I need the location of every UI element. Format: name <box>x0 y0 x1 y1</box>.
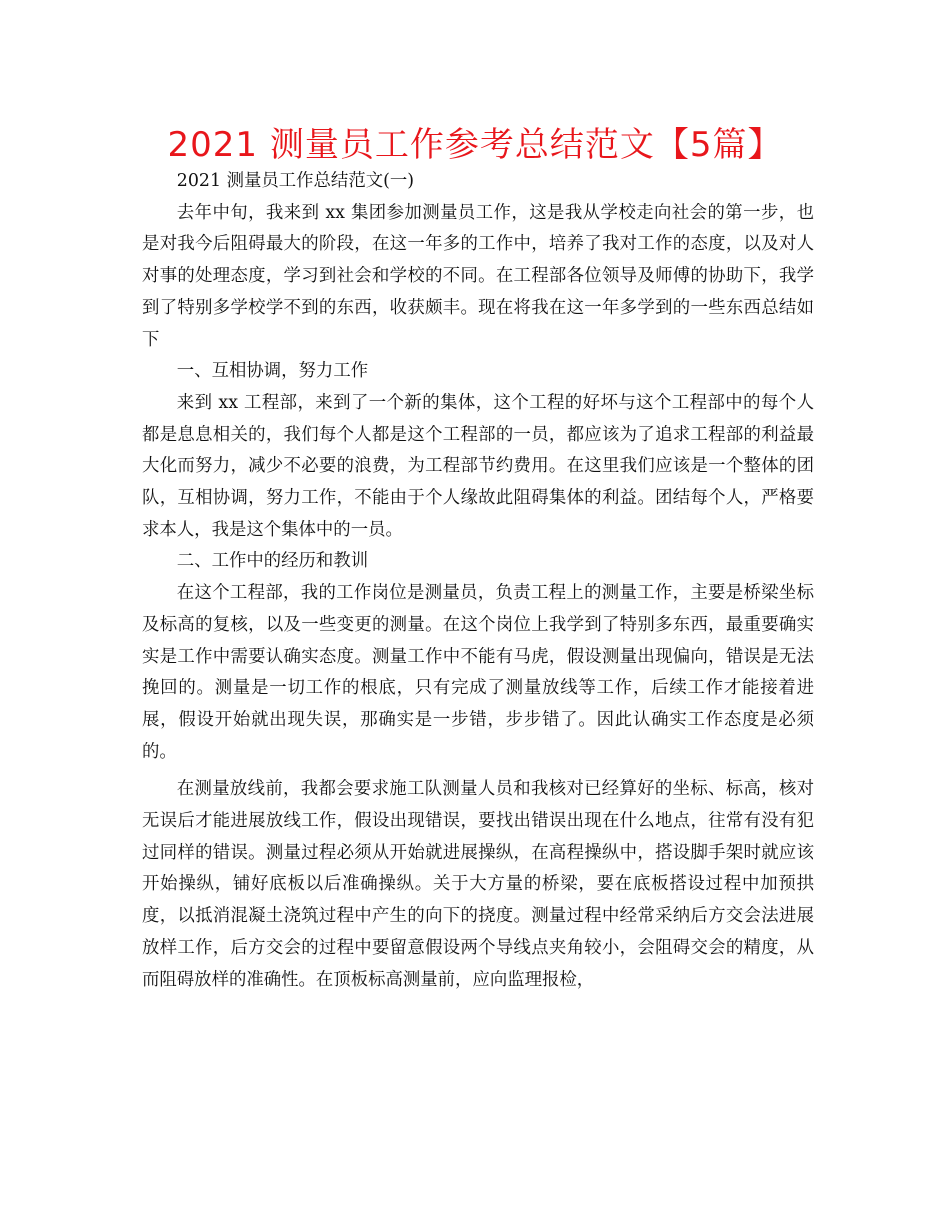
section-subtitle: 2021 测量员工作总结范文(一) <box>176 171 415 191</box>
paragraph-experience: 在这个工程部，我的工作岗位是测量员，负责工程上的测量工作，主要是桥梁坐标及标高的复核，以及一些变更的测量。在这个岗位上我学到了特别多东西，最重要确实实是工作中需要认确实态度。测量工作中不能有马虎，假设测量出现偏向，错误是无法挽回的。测量是一切工作的根底，只有完成了测量放线等工作，后续工作才能接着进展，假设开始就出现失误，那确实是一步错，步步错了。因此认确实工作态度是必须的。 <box>142 583 814 762</box>
document-title: 2021 测量员工作参考总结范文【5篇】 <box>167 125 783 165</box>
document-body <box>142 166 814 996</box>
heading-section-2: 二、工作中的经历和教训 <box>176 551 369 572</box>
heading-section-1: 一、互相协调，努力工作 <box>176 361 369 382</box>
paragraph-teamwork: 来到 xx 工程部，来到了一个新的集体，这个工程的好坏与这个工程部中的每个人都是息息相关的，我们每个人都是这个工程部的一员，都应该为了追求工程部的利益最大化而努力，减少不必要的浪费，为工程部节约费用。在这里我们应该是一个整体的团队，互相协调，努力工作，不能由于个人缘故此阻碍集体的利益。团结每个人，严格要求本人，我是这个集体中的一员。 <box>142 392 814 540</box>
paragraph-intro: 去年中旬，我来到 xx 集团参加测量员工作，这是我从学校走向社会的第一步，也是对我今后阻碍最大的阶段，在这一年多的工作中，培养了我对工作的态度，以及对人对事的处理态度，学习到社会和学校的不同。在工程部各位领导及师傅的协助下，我学到了特别多学校学不到的东西，收获颇丰。现在将我在这一年多学到的一些东西总结如下 <box>142 202 814 350</box>
paragraph-measurement: 在测量放线前，我都会要求施工队测量人员和我核对已经算好的坐标、标高，核对无误后才能进展放线工作，假设出现错误，要找出错误出现在什么地点，往常有没有犯过同样的错误。测量过程必须从开始就进展操纵，在高程操纵中，搭设脚手架时就应该开始操纵，铺好底板以后准确操纵。关于大方量的桥梁，要在底板搭设过程中加预拱度，以抵消混凝土浇筑过程中产生的向下的挠度。测量过程中经常采纳后方交会法进展放样工作，后方交会的过程中要留意假设两个导线点夹角较小，会阻碍交会的精度，从而阻碍放样的准确性。在顶板标高测量前，应向监理报检， <box>142 779 814 990</box>
